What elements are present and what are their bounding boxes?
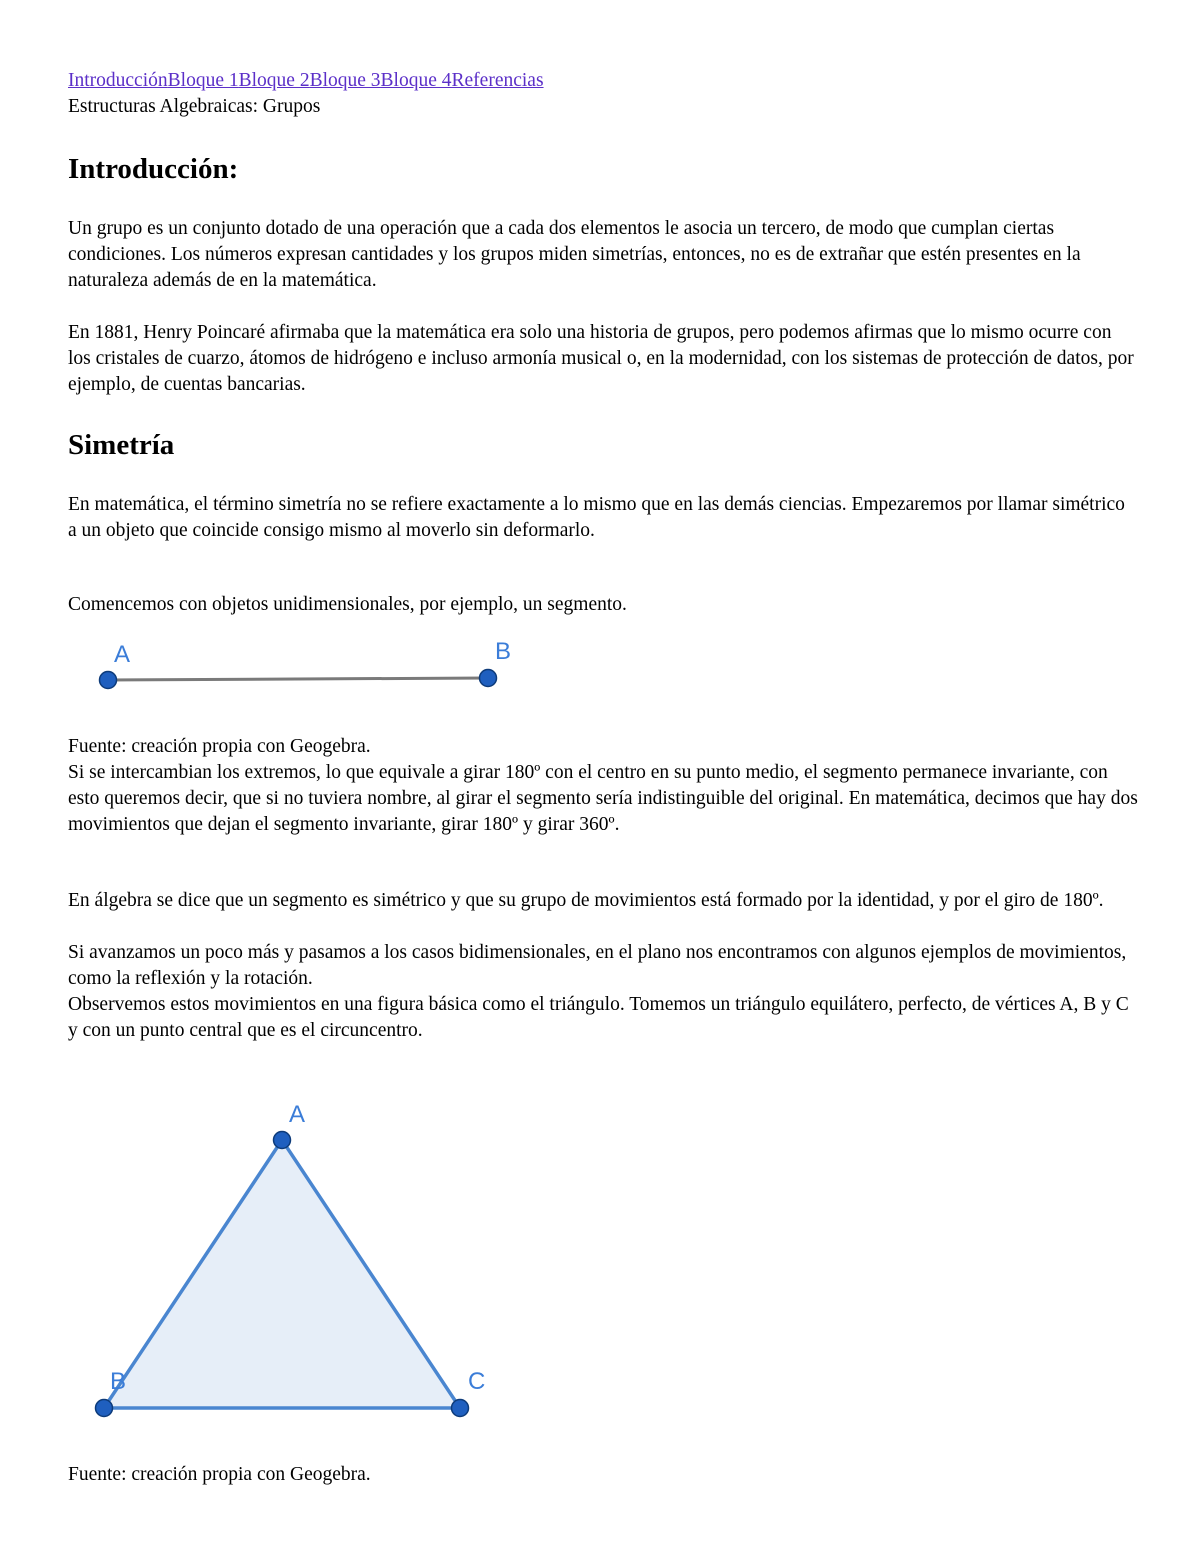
triangle-point-a — [274, 1132, 291, 1149]
nav-link-introduccion[interactable]: Introducción — [68, 70, 168, 91]
intro-paragraph-2: En 1881, Henry Poincaré afirmaba que la matemática era solo una historia de grupos, pero podemos afirmas que lo mismo ocurre con los cristales de cuarzo, átomos de hidrógeno e incluso armonía musical o, en la modernidad, con los sistemas de protección de datos, por ejemplo, de cuentas bancarias. — [68, 322, 1134, 395]
triangle-label-c: C — [468, 1368, 486, 1395]
nav-link-bloque-4[interactable]: Bloque 4 — [380, 70, 452, 91]
simetria-paragraph-4: En álgebra se dice que un segmento es simétrico y que su grupo de movimientos está formado por la identidad, y por el giro de 180º. — [68, 890, 1104, 911]
simetria-paragraph-6: Observemos estos movimientos en una figura básica como el triángulo. Tomemos un triángulo equilátero, perfecto, de vértices A, B y C y con un punto central que es el circuncentro. — [68, 994, 1129, 1041]
simetria-paragraph-3: Si se intercambian los extremos, lo que equivale a girar 180º con el centro en su punto medio, el segmento permanece invariante, con esto queremos decir, que si no tuviera nombre, al girar el segmento sería indistinguible del original. En matemática, decimos que hay dos movimientos que dejan el segmento invariante, girar 180º y girar 360º. — [68, 762, 1138, 835]
segment-label-a: A — [114, 641, 131, 668]
simetria-paragraph-2: Comencemos con objetos unidimensionales, por ejemplo, un segmento. — [68, 594, 627, 615]
segment-point-b — [480, 670, 497, 687]
heading-introduccion: Introducción: — [68, 153, 239, 185]
triangle-point-c — [452, 1400, 469, 1417]
triangle-label-b: B — [110, 1368, 127, 1395]
simetria-paragraph-5: Si avanzamos un poco más y pasamos a los casos bidimensionales, en el plano nos encontramos con algunos ejemplos de movimientos, como la reflexión y la rotación. — [68, 942, 1127, 989]
document-page — [68, 68, 1138, 1485]
heading-simetria: Simetría — [68, 429, 175, 461]
document-title: Estructuras Algebraicas: Grupos — [68, 96, 321, 117]
intro-paragraph-1: Un grupo es un conjunto dotado de una operación que a cada dos elementos le asocia un tercero, de modo que cumplan ciertas condiciones. Los números expresan cantidades y los grupos miden simetrías, entonces, no es de extrañar que estén presentes en la naturaleza además de en la matemática. — [68, 218, 1081, 291]
segment-label-b: B — [495, 638, 512, 665]
nav-link-referencias[interactable]: Referencias — [451, 70, 544, 91]
source-caption-2: Fuente: creación propia con Geogebra. — [68, 1464, 371, 1485]
nav-link-bloque-2[interactable]: Bloque 2 — [238, 70, 310, 91]
triangle-label-a: A — [289, 1101, 306, 1128]
simetria-paragraph-1: En matemática, el término simetría no se refiere exactamente a lo mismo que en las demás ciencias. Empezaremos por llamar simétrico a un objeto que coincide consigo mismo al moverlo sin deformarlo. — [68, 494, 1125, 541]
nav-link-bloque-1[interactable]: Bloque 1 — [167, 70, 239, 91]
segment-figure — [68, 634, 528, 704]
segment-line — [108, 678, 488, 680]
source-caption-1: Fuente: creación propia con Geogebra. — [68, 736, 371, 757]
nav-links — [68, 68, 1138, 94]
triangle-figure — [68, 1088, 528, 1428]
nav-link-bloque-3[interactable]: Bloque 3 — [309, 70, 381, 91]
triangle-shape — [104, 1140, 460, 1408]
segment-point-a — [100, 672, 117, 689]
triangle-point-b — [96, 1400, 113, 1417]
